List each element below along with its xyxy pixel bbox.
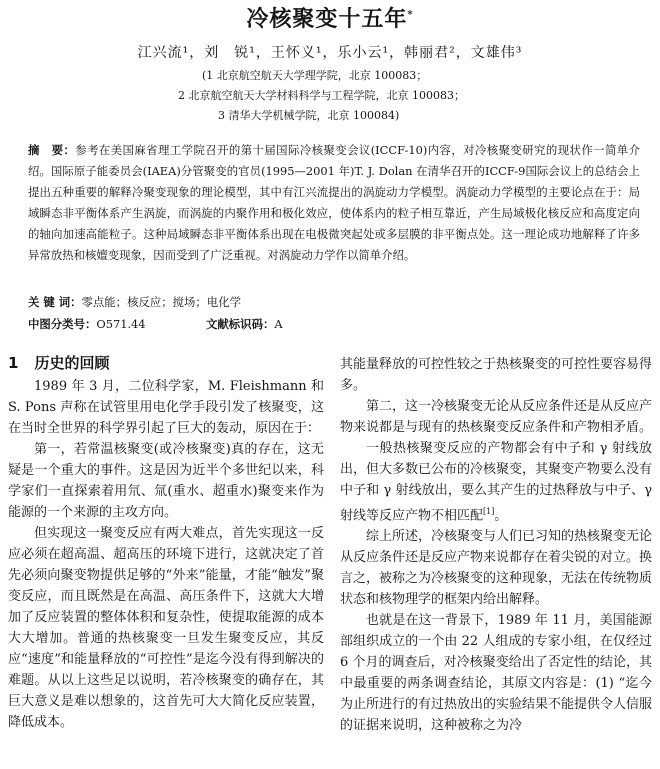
clc-value: O571.44 (96, 317, 146, 331)
doc-code (206, 314, 283, 334)
paragraph (340, 438, 652, 526)
title-footnote-mark: * (407, 9, 414, 21)
paper-title (0, 2, 660, 33)
doc-value: A (274, 317, 283, 331)
affiliation-3: 3 清华大学机械学院，北京 100084) (218, 109, 400, 122)
reference-mark: [1] (483, 507, 495, 516)
paragraph: 但实现这一聚变反应有两大难点，首先实现这一反应必须在超高温、超高压的环境下进行，这就决定了首先必须向聚变物提供足够的“外来”能量，才能“触发”聚变反应，而且既然是在高温、高压条件下，这就大大增加了反应装置的整体体积和复杂性，使提取能源的成本大大增加。普通的热核聚变一旦发生聚变反应，其反应“速度”和能量释放的“可控性”是迄今没有得到解决的难题。从以上这些足以说明，若冷核聚变的确存在，其巨大意义是难以想象的，这首先可大大简化反应装置，降低成本。 (8, 526, 324, 730)
abstract-text: 参考在美国麻省理工学院召开的第十届国际冷核聚变会议(ICCF-10)内容，对冷核聚变研究的现状作一简单介绍。国际原子能委员会(IAEA)分管聚变的官员(1995—2001 年)T. J. Dolan 在清华召开的ICCF-9国际会议上的总结会上提出五种重要的解释冷聚变现象的理论模型，其中有江兴流提出的涡旋动力学模型。涡旋动力学模型的主要论点在于：局域瞬态非平衡体系产生涡旋，而涡旋的内聚作用和极化效应，使体系内的粒子相互靠近，产生局域极化核反应和高度定向的轴向加速高能粒子。这种局域瞬态非平衡体系出现在电极微突起处或多层膜的非平衡点处。这一理论成功地解释了许多异常放热和核嬗变现象，因而受到了广泛重视。对涡旋动力学作以简单介绍。 (28, 143, 640, 262)
paragraph: 第一，若常温核聚变(或冷核聚变)真的存在，这无疑是一个重大的事件。这是因为近半个多世纪以来，科学家们一直探索着用氘、氚(重水、超重水)聚变来作为能源的一个来源的主攻方向。 (8, 442, 324, 520)
left-column (8, 376, 324, 733)
author-list: 江兴流¹，刘 锐¹，王怀义¹，乐小云¹，韩丽君²，文雄伟³ (137, 45, 523, 61)
affiliation-2: 2 北京航空航天大学材料科学与工程学院，北京 100083； (178, 89, 465, 102)
abstract (28, 140, 640, 266)
classification-line (28, 314, 640, 334)
paragraph-text: 一般热核聚变反应的产物都会有中子和 γ 射线放出，但大多数已公布的冷核聚变，其聚变产物要么没有中子和 γ 射线放出，要么其产生的过热释放与中子、γ 射线等反应产物不相匹配 (340, 441, 653, 524)
keywords-text: 零点能；核反应；搅场；电化学 (81, 295, 241, 309)
doc-label: 文献标识码： (206, 317, 275, 331)
paragraph: 也就是在这一背景下，1989 年 11 月，美国能源部组织成立的一个由 22 人组成的专家小组，在仅经过 6 个月的调查后，对冷核聚变给出了否定性的结论，其中最重要的两条调查结论，其原文内容是：(1) “迄今为止所进行的有过热放出的实验结果不能提供令人信服的证据来说明，这种被称之为冷 (340, 613, 653, 734)
section-title: 历史的回顾 (34, 354, 110, 372)
paragraph-continuation: 其能量释放的可控性较之于热核聚变的可控性要容易得多。 (340, 357, 653, 393)
paragraph: 第二，这一冷核聚变无论从反应条件还是从反应产物来说都是与现有的热核聚变反应条件和产物相矛盾。 (340, 399, 653, 435)
affiliation-1: (1 北京航空航天大学理学院，北京 100083； (202, 69, 428, 82)
paragraph: 1989 年 3 月，二位科学家，M. Fleishmann 和 S. Pons 声称在试管里用电化学手段引发了核聚变，这在当时全世界的科学界引起了巨大的轰动，原因在于： (8, 379, 324, 436)
clc-label: 中图分类号： (28, 317, 97, 331)
paragraph: 综上所述，冷核聚变与人们已习知的热核聚变无论从反应条件还是反应产物来说都存在着尖锐的对立。换言之，被称之为冷核聚变的这种现象，无法在传统物质状态和核物理学的框架内给出解释。 (340, 529, 653, 608)
keywords (28, 292, 640, 312)
abstract-label: 摘 要： (28, 143, 76, 157)
keywords-label: 关 键 词： (28, 295, 82, 309)
affiliation-list (0, 66, 660, 126)
right-column (340, 354, 652, 736)
section-heading (8, 352, 109, 373)
title-text: 冷核聚变十五年 (246, 6, 408, 32)
section-number: 1 (8, 354, 19, 372)
paragraph-end: 。 (494, 508, 508, 524)
